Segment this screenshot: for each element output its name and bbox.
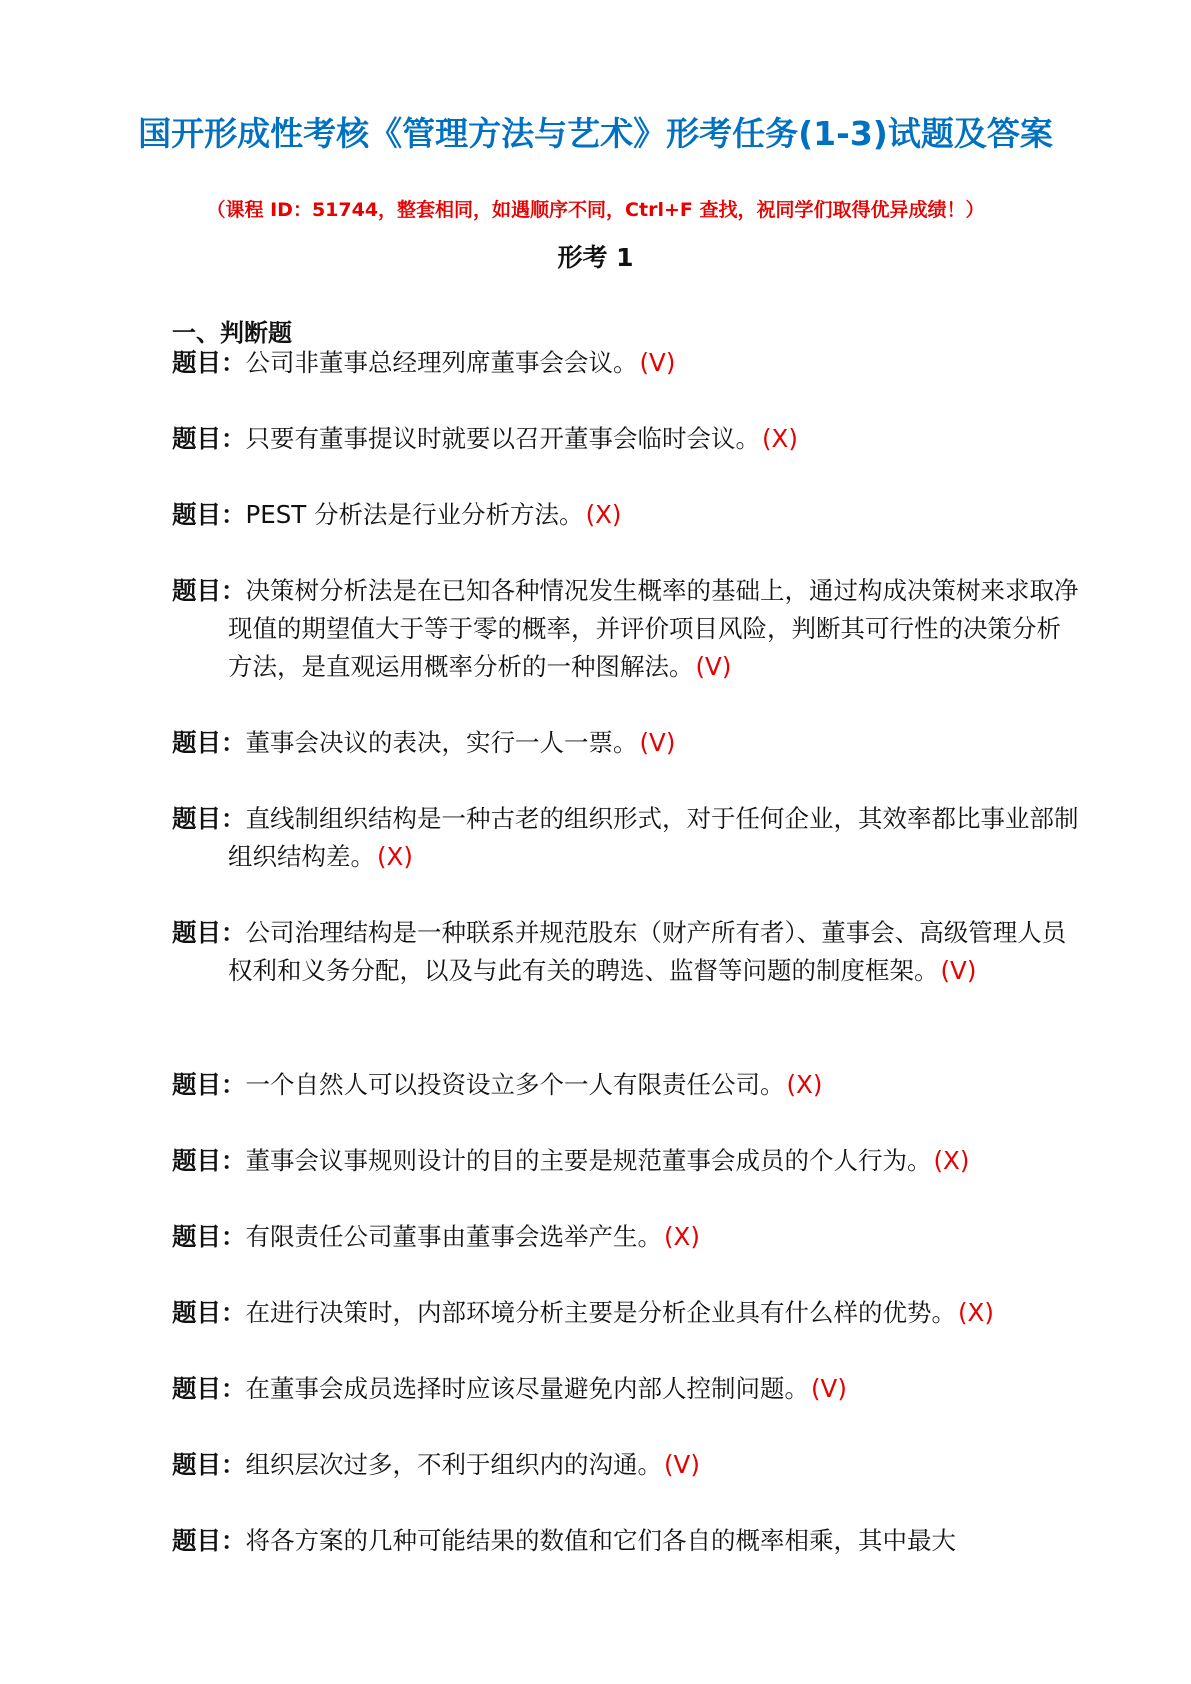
question-answer: (X) — [958, 1298, 994, 1327]
document-title: 国开形成性考核《管理方法与艺术》形考任务(1-3)试题及答案 — [138, 114, 1053, 153]
question-item — [172, 914, 1082, 990]
question-label: 题目： — [172, 424, 246, 453]
question-text: 董事会议事规则设计的目的主要是规范董事会成员的个人行为。 — [245, 1146, 932, 1175]
question-item — [172, 420, 1082, 458]
question-text: 只要有董事提议时就要以召开董事会临时会议。 — [245, 424, 760, 453]
question-text: 公司非董事总经理列席董事会会议。 — [245, 348, 638, 377]
question-answer: (X) — [786, 1070, 823, 1099]
question-item — [172, 1522, 1082, 1560]
question-text: 在董事会成员选择时应该尽量避免内部人控制问题。 — [245, 1374, 809, 1403]
question-label: 题目： — [172, 500, 246, 529]
question-label: 题目： — [172, 728, 246, 757]
question-item — [172, 496, 1082, 534]
question-answer: (V) — [639, 728, 676, 757]
question-text: 将各方案的几种可能结果的数值和它们各自的概率相乘，其中最大 — [245, 1526, 956, 1555]
question-item — [172, 800, 1082, 876]
question-label: 题目： — [172, 804, 246, 833]
question-answer: (X) — [664, 1222, 700, 1251]
question-item — [172, 1142, 1082, 1180]
question-answer: (X) — [762, 424, 798, 453]
question-item — [172, 344, 1082, 382]
question-answer: (V) — [664, 1450, 700, 1479]
part-heading: 一、判断题 — [172, 319, 292, 347]
question-text: PEST 分析法是行业分析方法。 — [245, 500, 584, 529]
question-answer: (V) — [695, 652, 732, 681]
question-label: 题目： — [172, 1298, 246, 1327]
question-answer: (V) — [811, 1374, 847, 1403]
question-item — [172, 1446, 1082, 1484]
question-item — [172, 1218, 1082, 1256]
question-text: 公司治理结构是一种联系并规范股东（财产所有者）、董事会、高级管理人员权利和义务分配，以及与此有关的聘选、监督等问题的制度框架。 — [228, 918, 1067, 985]
question-item — [172, 572, 1082, 686]
question-item — [172, 1370, 1082, 1408]
question-label: 题目： — [172, 576, 246, 605]
question-text: 一个自然人可以投资设立多个一人有限责任公司。 — [245, 1070, 785, 1099]
question-label: 题目： — [172, 1450, 246, 1479]
question-answer: (X) — [377, 842, 413, 871]
section-heading: 形考 1 — [557, 243, 634, 272]
question-item — [172, 1294, 1082, 1332]
question-text: 有限责任公司董事由董事会选举产生。 — [245, 1222, 662, 1251]
question-answer: (X) — [585, 500, 622, 529]
question-text: 组织层次过多，不利于组织内的沟通。 — [245, 1450, 662, 1479]
question-label: 题目： — [172, 348, 246, 377]
question-text: 在进行决策时，内部环境分析主要是分析企业具有什么样的优势。 — [245, 1298, 956, 1327]
question-text: 董事会决议的表决，实行一人一票。 — [245, 728, 638, 757]
document-subtitle: （课程 ID：51744，整套相同，如遇顺序不同，Ctrl+F 查找，祝同学们取得优异成绩！） — [206, 199, 985, 221]
question-label: 题目： — [172, 1374, 246, 1403]
question-answer: (V) — [639, 348, 676, 377]
question-label: 题目： — [172, 918, 246, 947]
question-label: 题目： — [172, 1526, 246, 1555]
question-text: 直线制组织结构是一种古老的组织形式，对于任何企业，其效率都比事业部制组织结构差。 — [228, 804, 1079, 871]
question-item — [172, 724, 1082, 762]
question-answer: (X) — [933, 1146, 970, 1175]
question-item — [172, 1066, 1082, 1104]
question-answer: (V) — [940, 956, 977, 985]
question-text: 决策树分析法是在已知各种情况发生概率的基础上，通过构成决策树来求取净现值的期望值大于等于零的概率，并评价项目风险，判断其可行性的决策分析方法，是直观运用概率分析的一种图解法。 — [228, 576, 1079, 681]
question-label: 题目： — [172, 1222, 246, 1251]
question-label: 题目： — [172, 1146, 246, 1175]
question-label: 题目： — [172, 1070, 246, 1099]
